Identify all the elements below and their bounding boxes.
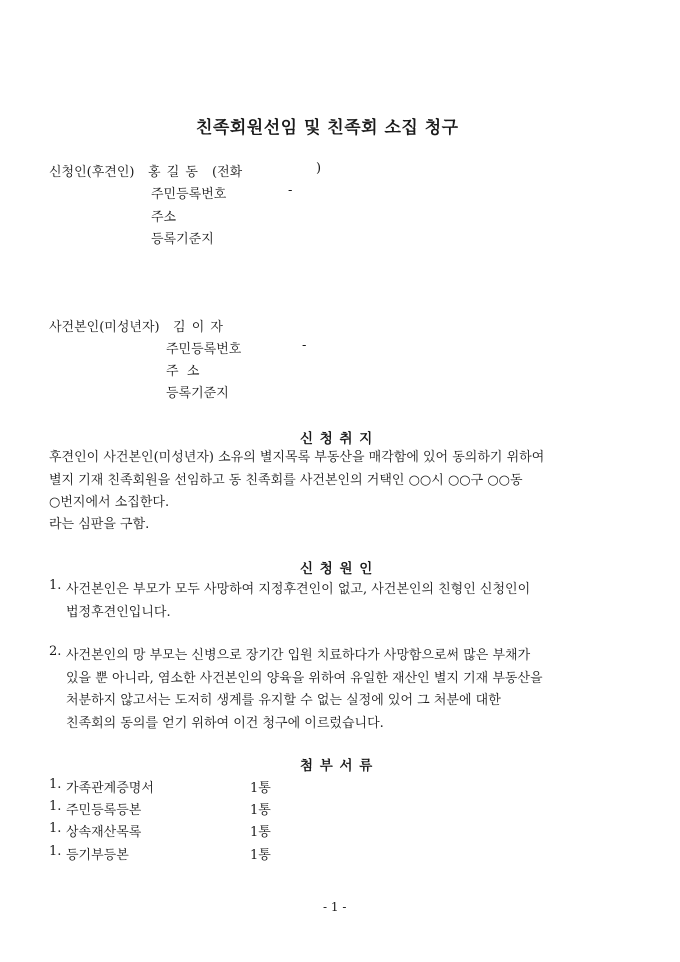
attachment-name: 상속재산목록 [66, 825, 142, 840]
reason-number: 1. [49, 578, 62, 593]
applicant-rrn-label: 주민등록번호 [151, 187, 227, 202]
attachment-name: 등기부등본 [66, 848, 129, 863]
reason-line: 사건본인은 부모가 모두 사망하여 지정후견인이 없고, 사건본인의 친형인 신청인이 [66, 582, 531, 597]
principal-rrn-label: 주민등록번호 [166, 342, 242, 357]
purpose-heading: 신 청 취 지 [300, 431, 374, 447]
principal-rrn-dash: - [302, 338, 307, 353]
attachment-name: 가족관계증명서 [66, 781, 154, 796]
attachment-name: 주민등록등본 [66, 803, 142, 818]
principal-name: 김 이 자 [173, 320, 224, 335]
attachment-number: 1. [49, 799, 62, 814]
principal-registry-label: 등록기준지 [166, 386, 229, 401]
applicant-label: 신청인(후견인) [49, 165, 135, 180]
attachment-number: 1. [49, 777, 62, 792]
purpose-line: 후견인이 사건본인(미성년자) 소유의 별지목록 부동산을 매각함에 있어 동의하기 위하여 [49, 450, 545, 465]
attachment-qty: 1통 [250, 848, 271, 863]
applicant-rrn-dash: - [288, 183, 293, 198]
applicant-registry-label: 등록기준지 [151, 232, 214, 247]
attachment-qty: 1통 [250, 803, 271, 818]
reason-line: 있을 뿐 아니라, 염소한 사건본인의 양육을 위하여 유일한 재산인 별지 기재 부동산을 [66, 671, 543, 686]
applicant-address-label: 주소 [151, 210, 177, 225]
purpose-line: 별지 기재 친족회원을 선임하고 동 친족회를 사건본인의 거택인 ○○시 ○○구 ○○동 [49, 473, 523, 488]
reason-number: 2. [49, 644, 62, 659]
applicant-phone-close: ) [316, 161, 322, 176]
reason-line: 처분하지 않고서는 도저히 생계를 유지할 수 없는 실정에 있어 그 처분에 대한 [66, 693, 501, 708]
purpose-line: ○번지에서 소집한다. [49, 495, 170, 510]
attachment-qty: 1통 [250, 781, 271, 796]
reason-line: 법정후견인입니다. [66, 605, 171, 620]
principal-address-label: 주 소 [166, 364, 200, 379]
reasons-heading: 신 청 원 인 [300, 561, 374, 577]
reason-line: 사건본인의 망 부모는 신병으로 장기간 입원 치료하다가 사망함으로써 많은 부채가 [66, 648, 531, 663]
purpose-line: 라는 심판을 구함. [49, 517, 150, 532]
attachments-heading: 첨 부 서 류 [300, 758, 374, 774]
reason-line: 친족회의 동의를 얻기 위하여 이건 청구에 이르렀습니다. [66, 716, 384, 731]
attachment-qty: 1통 [250, 825, 271, 840]
applicant-name: 홍 길 동 [148, 165, 199, 180]
attachment-number: 1. [49, 844, 62, 859]
page-number: - 1 - [323, 900, 347, 914]
applicant-phone-open: (전화 [212, 165, 243, 180]
document-title: 친족회원선임 및 친족회 소집 청구 [196, 118, 459, 138]
principal-label: 사건본인(미성년자) [49, 320, 160, 335]
attachment-number: 1. [49, 821, 62, 836]
